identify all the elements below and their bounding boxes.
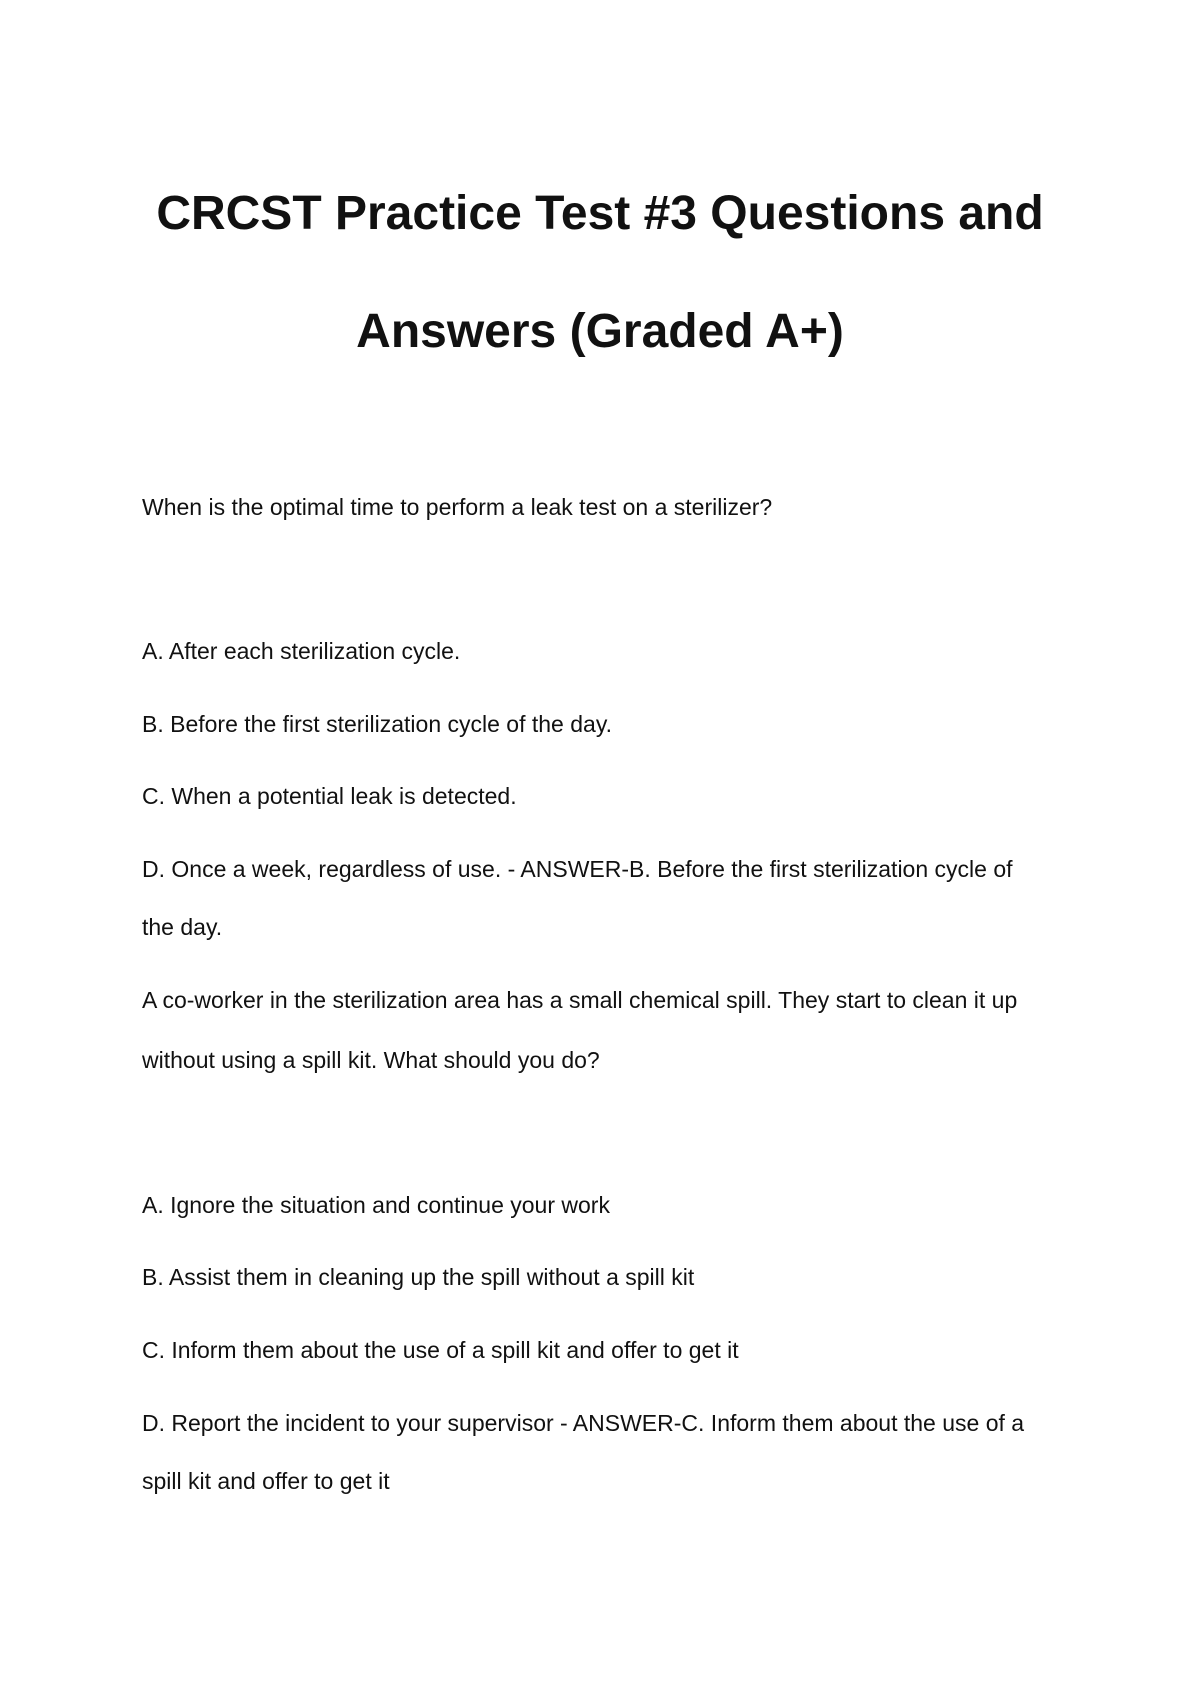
title-line-1: CRCST Practice Test #3 Questions and: [156, 187, 1044, 240]
question-1-text: When is the optimal time to perform a leak test on a sterilizer?: [142, 494, 773, 520]
question-1-option-d: D. Once a week, regardless of use. - ANSWER-B. Before the first sterilization cycle of: [142, 856, 1013, 882]
question-2-option-d: D. Report the incident to your supervisor - ANSWER-C. Inform them about the use of a: [142, 1410, 1025, 1436]
document-title: [0, 155, 1200, 391]
question-2-text-continued: without using a spill kit. What should you do?: [142, 1047, 600, 1073]
question-1-option-a: A. After each sterilization cycle.: [142, 638, 461, 664]
title-line-2: Answers (Graded A+): [356, 305, 844, 358]
question-2-option-d-continued: spill kit and offer to get it: [142, 1468, 390, 1494]
question-2-option-a: A. Ignore the situation and continue your work: [142, 1192, 610, 1218]
question-2-option-b: B. Assist them in cleaning up the spill without a spill kit: [142, 1264, 695, 1290]
question-1-option-c: C. When a potential leak is detected.: [142, 783, 517, 809]
question-1-option-b: B. Before the first sterilization cycle of the day.: [142, 711, 613, 737]
question-1-option-d-continued: the day.: [142, 914, 223, 940]
question-2-option-c: C. Inform them about the use of a spill kit and offer to get it: [142, 1337, 739, 1363]
question-2-text: A co-worker in the sterilization area has a small chemical spill. They start to clean it up: [142, 987, 1018, 1013]
